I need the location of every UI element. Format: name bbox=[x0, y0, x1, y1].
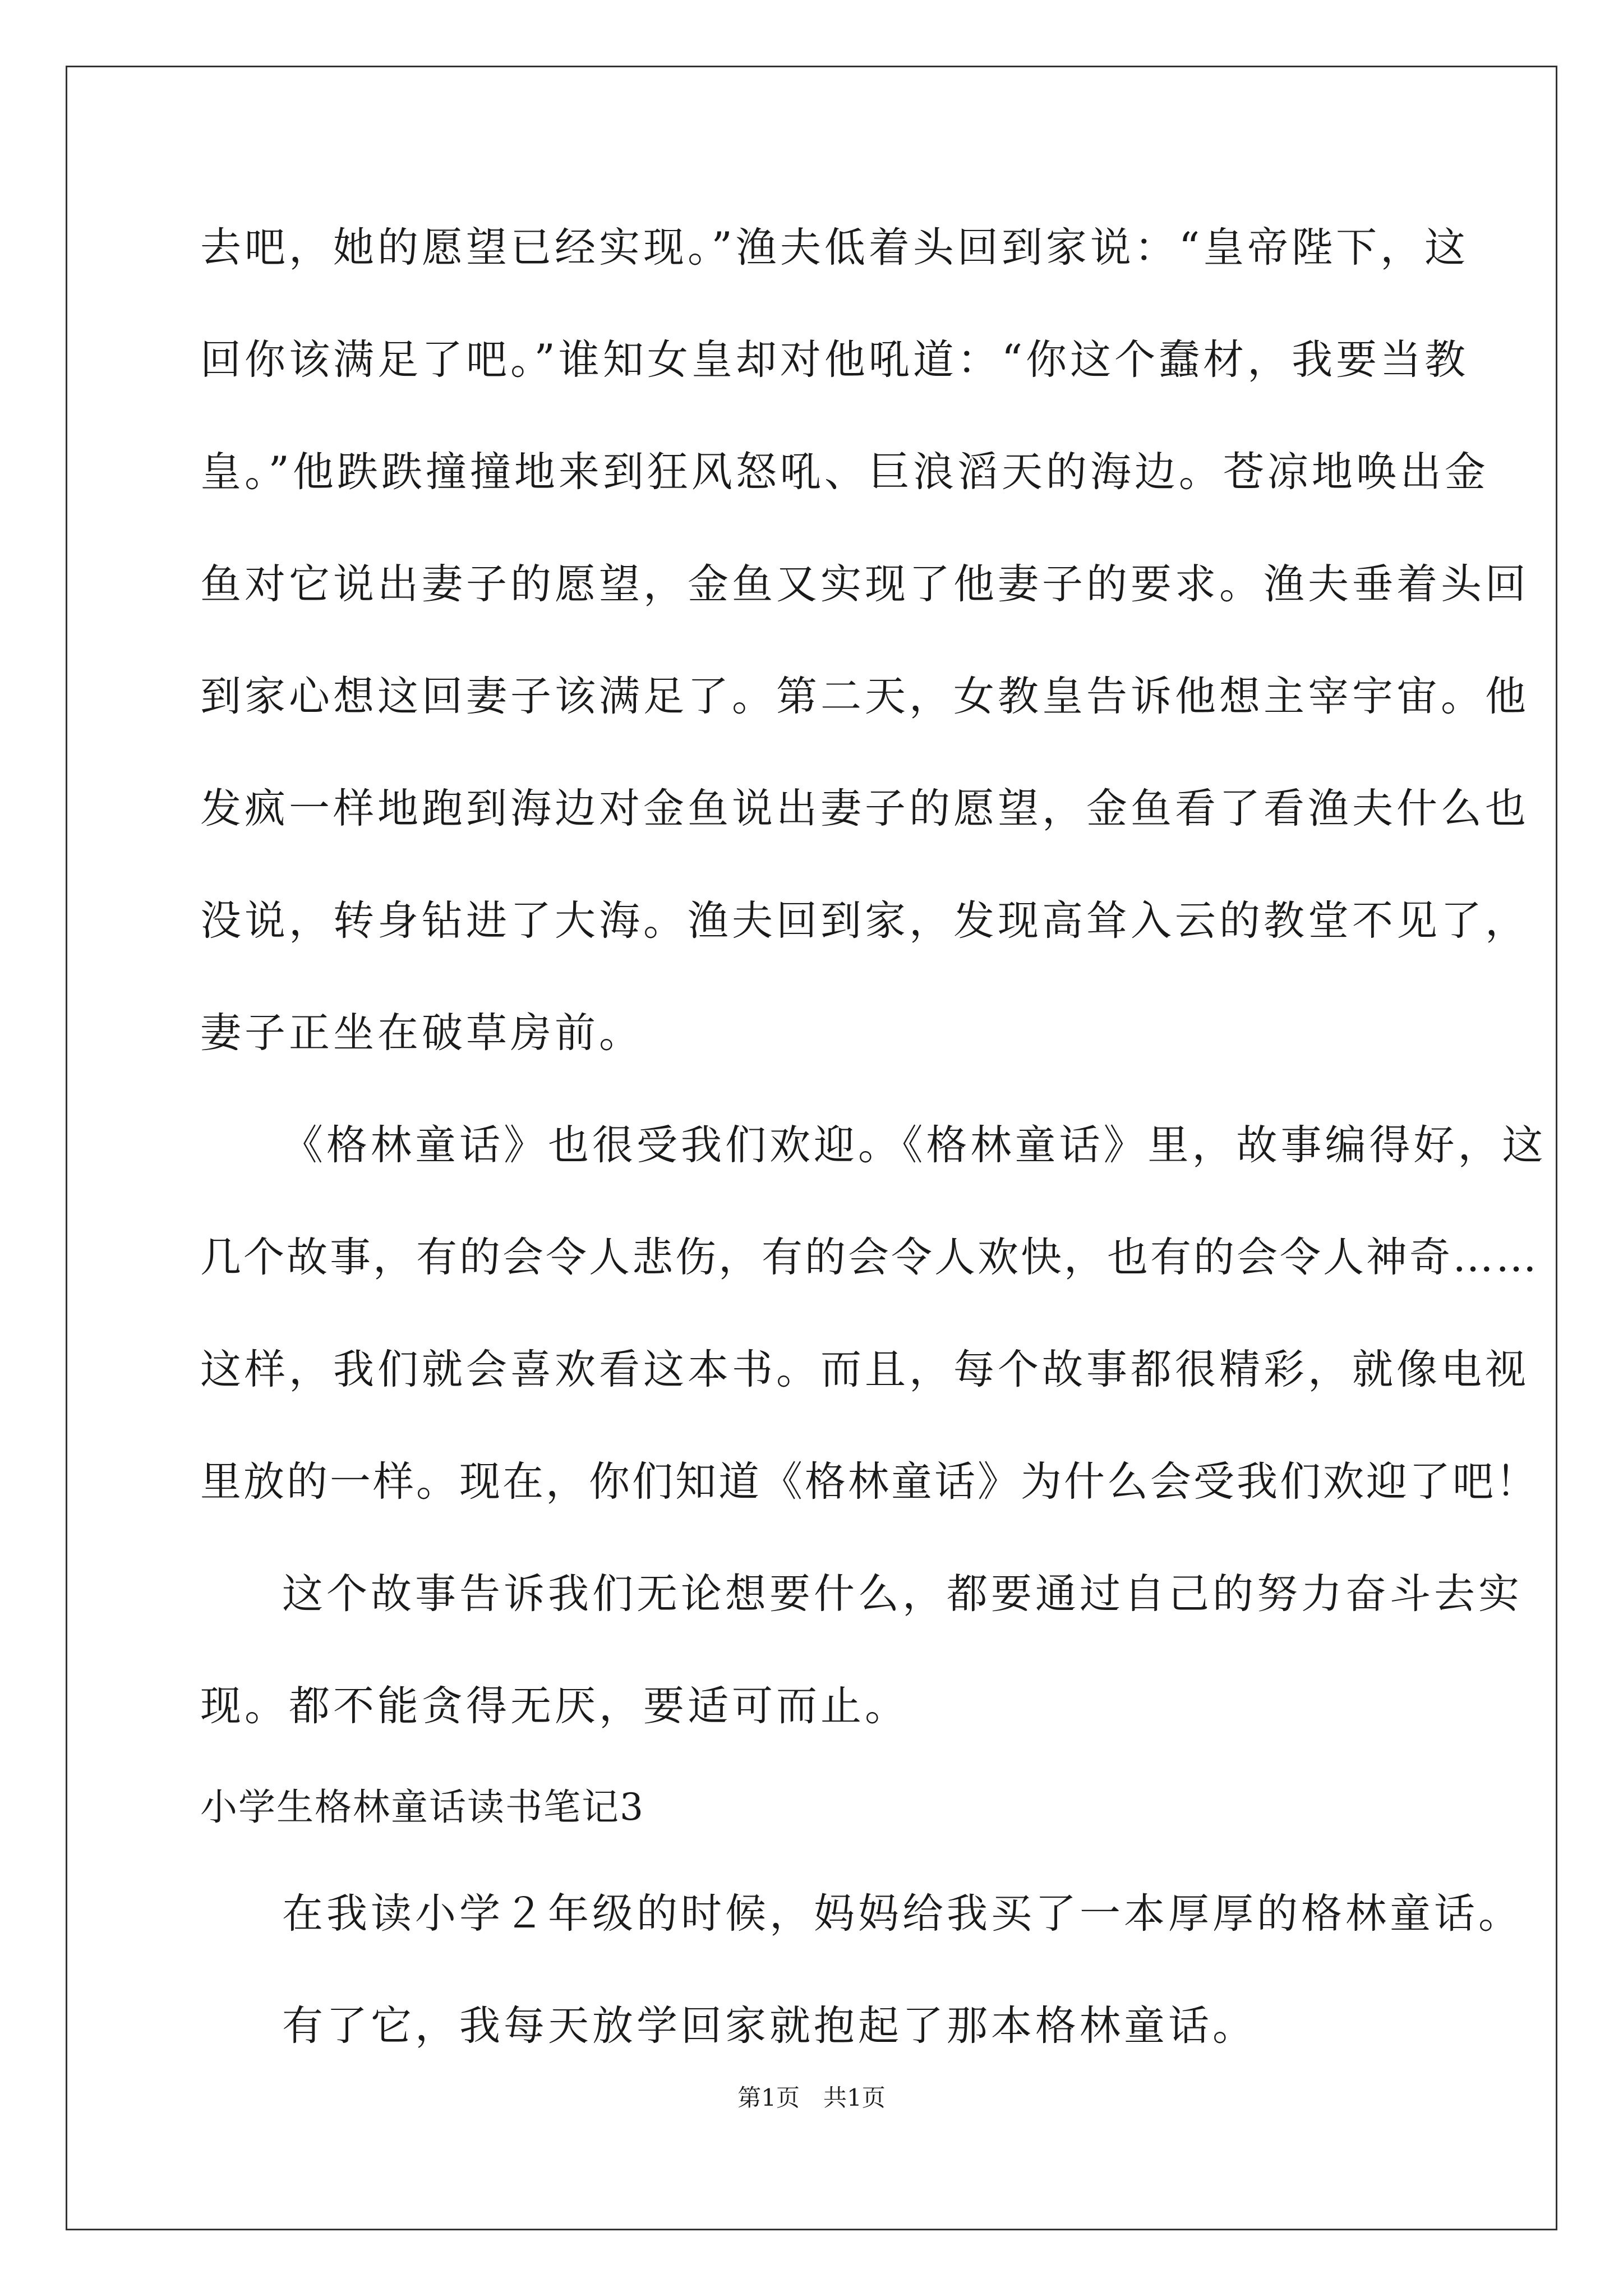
paragraph-line: 回你该满足了吧。”谁知女皇却对他吼道：“你这个蠢材，我要当教 bbox=[200, 336, 1469, 384]
paragraph-line: 妻子正坐在破草房前。 bbox=[200, 1009, 643, 1057]
page-number-footer: 第1页 共1页 bbox=[737, 2084, 886, 2111]
paragraph-line: 没说，转身钻进了大海。渔夫回到家，发现高耸入云的教堂不见了， bbox=[200, 897, 1529, 945]
paragraph-line: 里放的一样。现在，你们知道《格林童话》为什么会受我们欢迎了吧！ bbox=[200, 1458, 1539, 1506]
section-heading: 小学生格林童话读书笔记3 bbox=[200, 1786, 644, 1829]
paragraph-line: 鱼对它说出妻子的愿望，金鱼又实现了他妻子的要求。渔夫垂着头回 bbox=[200, 560, 1529, 608]
paragraph-line: 在我读小学２年级的时候，妈妈给我买了一本厚厚的格林童话。 bbox=[282, 1890, 1523, 1938]
paragraph-line: 皇。”他跌跌撞撞地来到狂风怒吼、巨浪滔天的海边。苍凉地唤出金 bbox=[200, 448, 1489, 496]
paragraph-line: 这样，我们就会喜欢看这本书。而且，每个故事都很精彩，就像电视 bbox=[200, 1346, 1529, 1393]
paragraph-line: 现。都不能贪得无厌，要适可而止。 bbox=[200, 1682, 909, 1730]
paragraph-line: 发疯一样地跑到海边对金鱼说出妻子的愿望，金鱼看了看渔夫什么也 bbox=[200, 785, 1529, 832]
paragraph-line: 有了它，我每天放学回家就抱起了那本格林童话。 bbox=[282, 2002, 1257, 2050]
paragraph-line: 到家心想这回妻子该满足了。第二天，女教皇告诉他想主宰宇宙。他 bbox=[200, 673, 1529, 720]
paragraph-line: 几个故事，有的会令人悲伤，有的会令人欢快，也有的会令人神奇…… bbox=[200, 1234, 1539, 1281]
paragraph-line: 去吧，她的愿望已经实现。”渔夫低着头回到家说：“皇帝陛下，这 bbox=[200, 224, 1469, 272]
paragraph-line: 《格林童话》也很受我们欢迎。《格林童话》里，故事编得好，这 bbox=[282, 1121, 1547, 1169]
paragraph-line: 这个故事告诉我们无论想要什么，都要通过自己的努力奋斗去实 bbox=[282, 1570, 1523, 1618]
